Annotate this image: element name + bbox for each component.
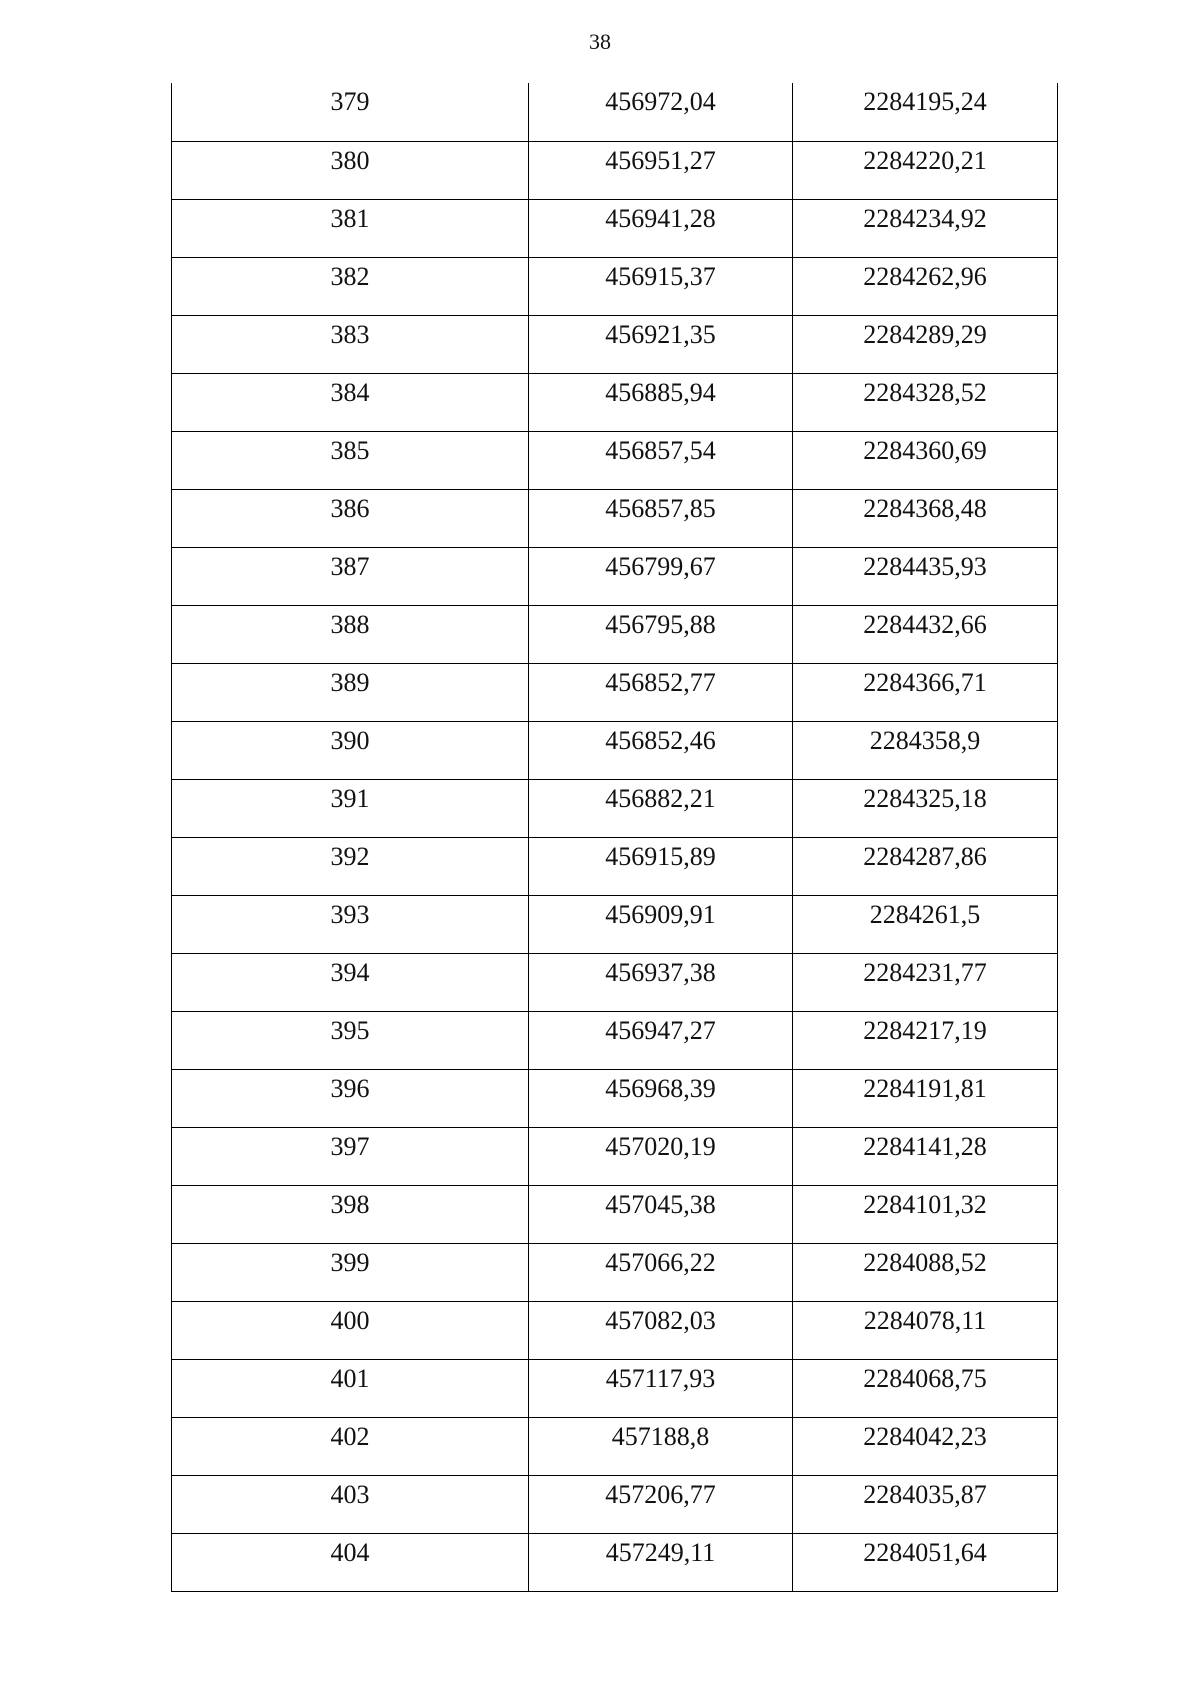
table-row	[172, 1069, 1058, 1127]
x-coordinate-cell: 456852,77	[529, 663, 793, 721]
x-coordinate-cell: 456947,27	[529, 1011, 793, 1069]
y-coordinate-cell: 2284432,66	[793, 605, 1058, 663]
x-coordinate-cell: 456941,28	[529, 199, 793, 257]
y-coordinate-cell: 2284360,69	[793, 431, 1058, 489]
y-coordinate-cell: 2284262,96	[793, 257, 1058, 315]
y-coordinate-cell: 2284234,92	[793, 199, 1058, 257]
table-row	[172, 953, 1058, 1011]
point-number-cell: 385	[172, 431, 529, 489]
point-number-cell: 404	[172, 1533, 529, 1591]
table-row	[172, 1185, 1058, 1243]
y-coordinate-cell: 2284035,87	[793, 1475, 1058, 1533]
table-row	[172, 605, 1058, 663]
x-coordinate-cell: 456972,04	[529, 83, 793, 141]
point-number-cell: 396	[172, 1069, 529, 1127]
y-coordinate-cell: 2284220,21	[793, 141, 1058, 199]
table-row	[172, 431, 1058, 489]
coordinates-table	[171, 83, 1058, 1592]
table-row	[172, 1417, 1058, 1475]
point-number-cell: 401	[172, 1359, 529, 1417]
x-coordinate-cell: 457249,11	[529, 1533, 793, 1591]
x-coordinate-cell: 456857,85	[529, 489, 793, 547]
point-number-cell: 392	[172, 837, 529, 895]
x-coordinate-cell: 456915,37	[529, 257, 793, 315]
x-coordinate-cell: 456909,91	[529, 895, 793, 953]
point-number-cell: 389	[172, 663, 529, 721]
point-number-cell: 394	[172, 953, 529, 1011]
point-number-cell: 393	[172, 895, 529, 953]
x-coordinate-cell: 456882,21	[529, 779, 793, 837]
table-row	[172, 141, 1058, 199]
y-coordinate-cell: 2284368,48	[793, 489, 1058, 547]
point-number-cell: 390	[172, 721, 529, 779]
table-row	[172, 1533, 1058, 1591]
y-coordinate-cell: 2284088,52	[793, 1243, 1058, 1301]
point-number-cell: 397	[172, 1127, 529, 1185]
table-row	[172, 373, 1058, 431]
x-coordinate-cell: 456857,54	[529, 431, 793, 489]
coordinates-table-body	[172, 83, 1058, 1591]
table-row	[172, 199, 1058, 257]
y-coordinate-cell: 2284325,18	[793, 779, 1058, 837]
table-row	[172, 837, 1058, 895]
page-number: 38	[589, 29, 611, 54]
table-row	[172, 1301, 1058, 1359]
table-row	[172, 1359, 1058, 1417]
point-number-cell: 379	[172, 83, 529, 141]
point-number-cell: 403	[172, 1475, 529, 1533]
x-coordinate-cell: 457082,03	[529, 1301, 793, 1359]
table-row	[172, 721, 1058, 779]
table-row	[172, 663, 1058, 721]
x-coordinate-cell: 456937,38	[529, 953, 793, 1011]
y-coordinate-cell: 2284195,24	[793, 83, 1058, 141]
y-coordinate-cell: 2284231,77	[793, 953, 1058, 1011]
x-coordinate-cell: 457117,93	[529, 1359, 793, 1417]
table-row	[172, 257, 1058, 315]
point-number-cell: 400	[172, 1301, 529, 1359]
y-coordinate-cell: 2284287,86	[793, 837, 1058, 895]
y-coordinate-cell: 2284101,32	[793, 1185, 1058, 1243]
point-number-cell: 387	[172, 547, 529, 605]
y-coordinate-cell: 2284051,64	[793, 1533, 1058, 1591]
table-row	[172, 779, 1058, 837]
x-coordinate-cell: 456799,67	[529, 547, 793, 605]
point-number-cell: 391	[172, 779, 529, 837]
y-coordinate-cell: 2284042,23	[793, 1417, 1058, 1475]
x-coordinate-cell: 456885,94	[529, 373, 793, 431]
x-coordinate-cell: 456968,39	[529, 1069, 793, 1127]
y-coordinate-cell: 2284068,75	[793, 1359, 1058, 1417]
point-number-cell: 380	[172, 141, 529, 199]
x-coordinate-cell: 457188,8	[529, 1417, 793, 1475]
point-number-cell: 399	[172, 1243, 529, 1301]
table-row	[172, 1127, 1058, 1185]
table-row	[172, 547, 1058, 605]
y-coordinate-cell: 2284261,5	[793, 895, 1058, 953]
point-number-cell: 388	[172, 605, 529, 663]
table-row	[172, 1475, 1058, 1533]
point-number-cell: 398	[172, 1185, 529, 1243]
x-coordinate-cell: 456951,27	[529, 141, 793, 199]
table-row	[172, 315, 1058, 373]
x-coordinate-cell: 456915,89	[529, 837, 793, 895]
x-coordinate-cell: 457020,19	[529, 1127, 793, 1185]
y-coordinate-cell: 2284217,19	[793, 1011, 1058, 1069]
y-coordinate-cell: 2284289,29	[793, 315, 1058, 373]
point-number-cell: 381	[172, 199, 529, 257]
y-coordinate-cell: 2284078,11	[793, 1301, 1058, 1359]
table-row	[172, 1243, 1058, 1301]
table-row	[172, 489, 1058, 547]
x-coordinate-cell: 457206,77	[529, 1475, 793, 1533]
point-number-cell: 383	[172, 315, 529, 373]
x-coordinate-cell: 456795,88	[529, 605, 793, 663]
point-number-cell: 386	[172, 489, 529, 547]
x-coordinate-cell: 457066,22	[529, 1243, 793, 1301]
table-row	[172, 1011, 1058, 1069]
x-coordinate-cell: 457045,38	[529, 1185, 793, 1243]
table-row	[172, 895, 1058, 953]
point-number-cell: 382	[172, 257, 529, 315]
y-coordinate-cell: 2284358,9	[793, 721, 1058, 779]
x-coordinate-cell: 456852,46	[529, 721, 793, 779]
y-coordinate-cell: 2284191,81	[793, 1069, 1058, 1127]
x-coordinate-cell: 456921,35	[529, 315, 793, 373]
point-number-cell: 402	[172, 1417, 529, 1475]
y-coordinate-cell: 2284328,52	[793, 373, 1058, 431]
y-coordinate-cell: 2284141,28	[793, 1127, 1058, 1185]
point-number-cell: 384	[172, 373, 529, 431]
point-number-cell: 395	[172, 1011, 529, 1069]
y-coordinate-cell: 2284366,71	[793, 663, 1058, 721]
y-coordinate-cell: 2284435,93	[793, 547, 1058, 605]
table-row	[172, 83, 1058, 141]
